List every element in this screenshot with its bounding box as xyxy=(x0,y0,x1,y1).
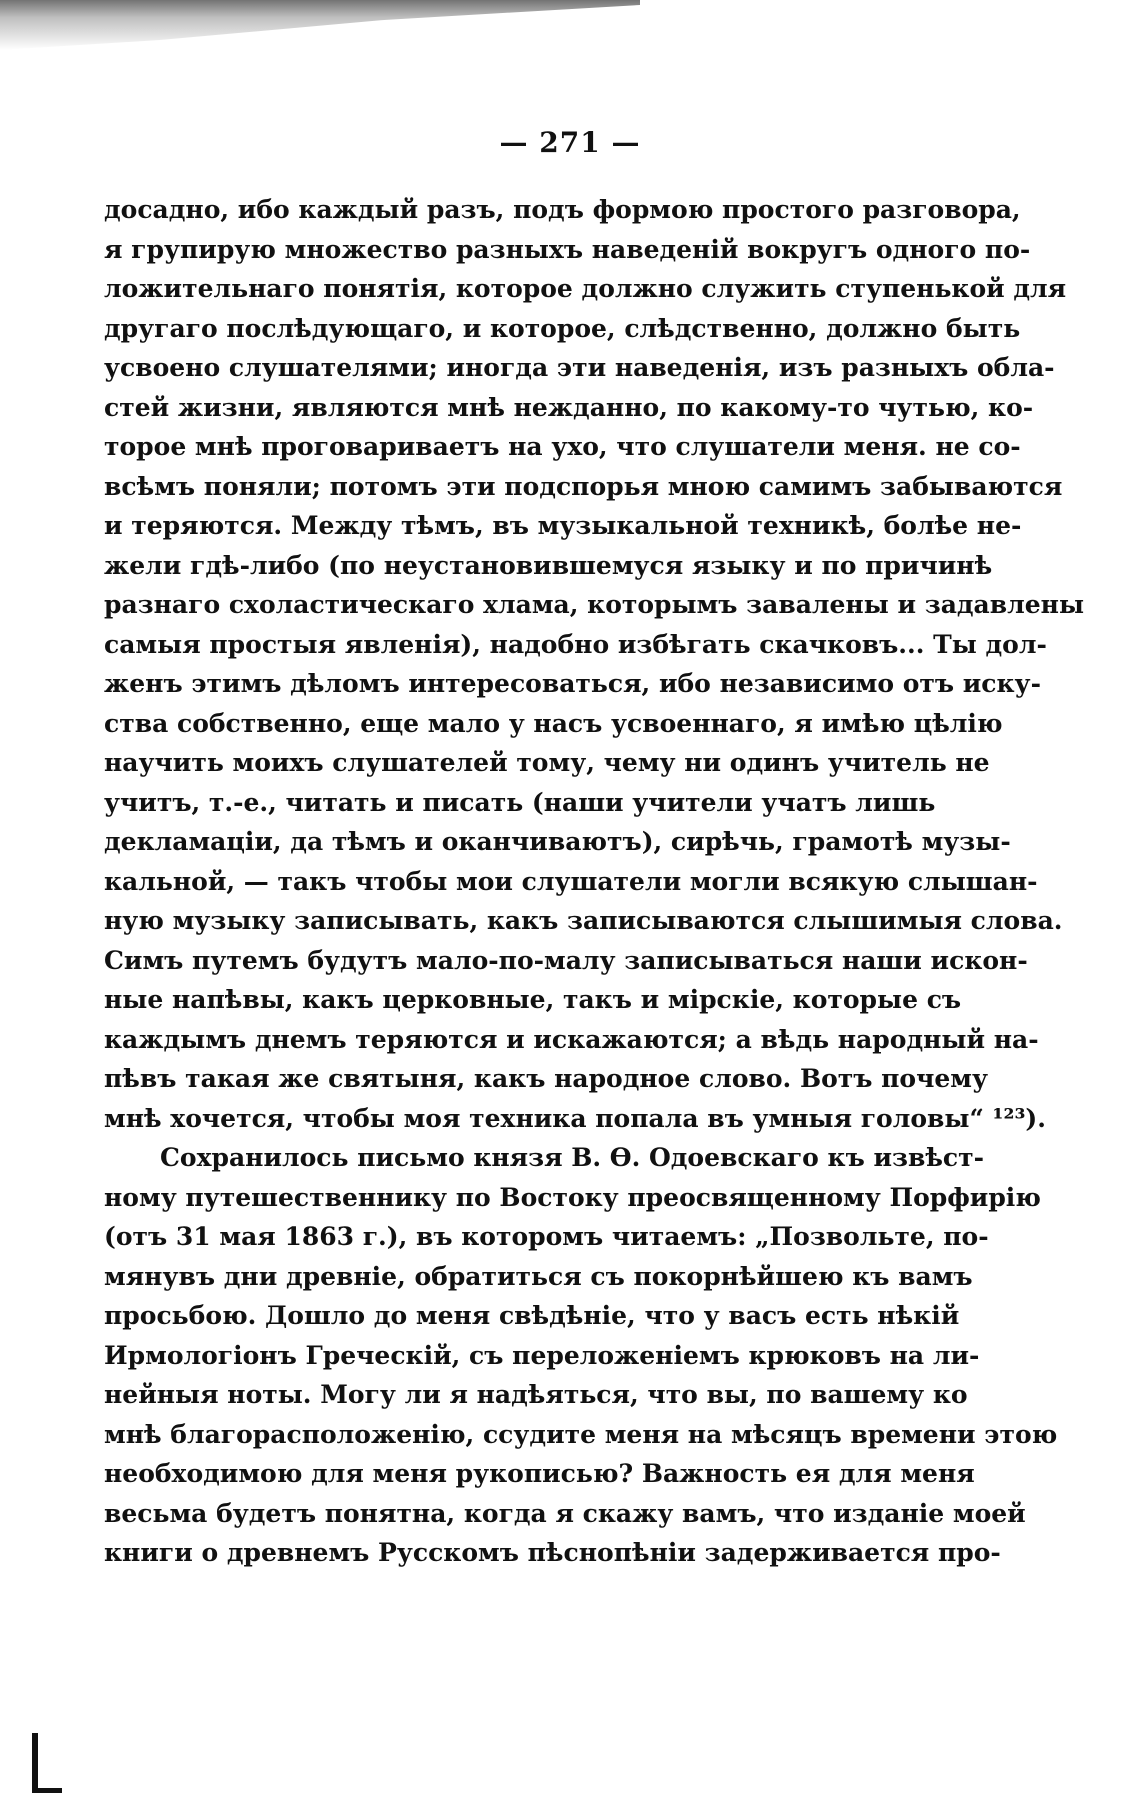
text-line: жели гдѣ-либо (по неустановившемуся языку и по причинѣ xyxy=(104,550,993,580)
text-line: мнѣ благорасположенію, ссудите меня на мѣсяцъ времени этою xyxy=(104,1419,1058,1449)
scan-edge-mark xyxy=(32,1733,38,1793)
text-line: ства собственно, еще мало у насъ усвоеннаго, я имѣю цѣлію xyxy=(104,708,1003,738)
text-line: пѣвъ такая же святыня, какъ народное слово. Вотъ почему xyxy=(104,1064,989,1093)
page-number: — 271 — xyxy=(499,126,641,159)
text-line: мянувъ дни древніе, обратиться съ покорнѣйшею къ вамъ xyxy=(104,1261,973,1291)
text-line: ную музыку записывать, какъ записываются слышимыя слова. xyxy=(104,906,1063,935)
text-line: всѣмъ поняли; потомъ эти подспорья мною самимъ забываются xyxy=(104,471,1063,501)
text-line: каждымъ днемъ теряются и искажаются; а вѣдь народный на- xyxy=(104,1024,1039,1054)
text-line: я групирую множество разныхъ наведеній вокругъ одного по- xyxy=(104,234,1031,264)
text-line: самыя простыя явленія), надобно избѣгать скачковъ... Ты дол- xyxy=(104,629,1047,659)
text-line: и теряются. Между тѣмъ, въ музыкальной техникѣ, болѣе не- xyxy=(104,511,1022,540)
text-line: ные напѣвы, какъ церковные, такъ и мірскіе, которые съ xyxy=(104,985,962,1014)
text-line: весьма будетъ понятна, когда я скажу вамъ, что изданіе моей xyxy=(104,1498,1026,1528)
text-line: торое мнѣ проговариваетъ на ухо, что слушатели меня. не со- xyxy=(104,432,1021,461)
text-line: Симъ путемъ будутъ мало-по-малу записываться наши искон- xyxy=(104,945,1028,975)
text-line: (отъ 31 мая 1863 г.), въ которомъ читаемъ: „Позвольте, по- xyxy=(104,1222,989,1251)
text-line: научить моихъ слушателей тому, чему ни одинъ учитель не xyxy=(104,748,990,777)
text-line: необходимою для меня рукописью? Важность ея для меня xyxy=(104,1459,975,1488)
text-line: усвоено слушателями; иногда эти наведенія, изъ разныхъ обла- xyxy=(104,353,1055,382)
text-line: другаго послѣдующаго, и которое, слѣдственно, должно быть xyxy=(104,313,1021,343)
text-line: ложительнаго понятія, которое должно служить ступенькой для xyxy=(104,274,1067,303)
text-line: стей жизни, являются мнѣ нежданно, по какому-то чутью, ко- xyxy=(104,392,1034,422)
text-line: досадно, ибо каждый разъ, подъ формою простого разговора, xyxy=(104,195,1021,224)
text-line: учитъ, т.-е., читать и писать (наши учители учатъ лишь xyxy=(104,787,936,817)
text-line: кальной, — такъ чтобы мои слушатели могли всякую слышан- xyxy=(104,866,1038,896)
text-line: мнѣ хочется, чтобы моя техника попала въ умныя головы“ ¹²³). xyxy=(104,1103,1046,1133)
body-text xyxy=(104,190,1085,1573)
text-line: книги о древнемъ Русскомъ пѣснопѣніи задерживается про- xyxy=(104,1538,1001,1567)
text-line: Ирмологіонъ Греческій, съ переложеніемъ крюковъ на ли- xyxy=(104,1340,980,1370)
text-line: просьбою. Дошло до меня свѣдѣніе, что у васъ есть нѣкій xyxy=(104,1301,960,1330)
text-line: нейныя ноты. Могу ли я надѣяться, что вы, по вашему ко xyxy=(104,1380,968,1409)
text-line: ному путешественнику по Востоку преосвященному Порфирію xyxy=(104,1182,1041,1212)
scan-smudge xyxy=(0,0,640,50)
text-line: женъ этимъ дѣломъ интересоваться, ибо независимо отъ иску- xyxy=(104,669,1041,698)
text-line: Сохранилось письмо князя В. Ѳ. Одоевскаго къ извѣст- xyxy=(160,1143,985,1172)
text-line: декламаціи, да тѣмъ и оканчиваютъ), сирѣчь, грамотѣ музы- xyxy=(104,827,1011,856)
text-line: разнаго схоластическаго хлама, которымъ завалены и задавлены xyxy=(104,590,1085,619)
